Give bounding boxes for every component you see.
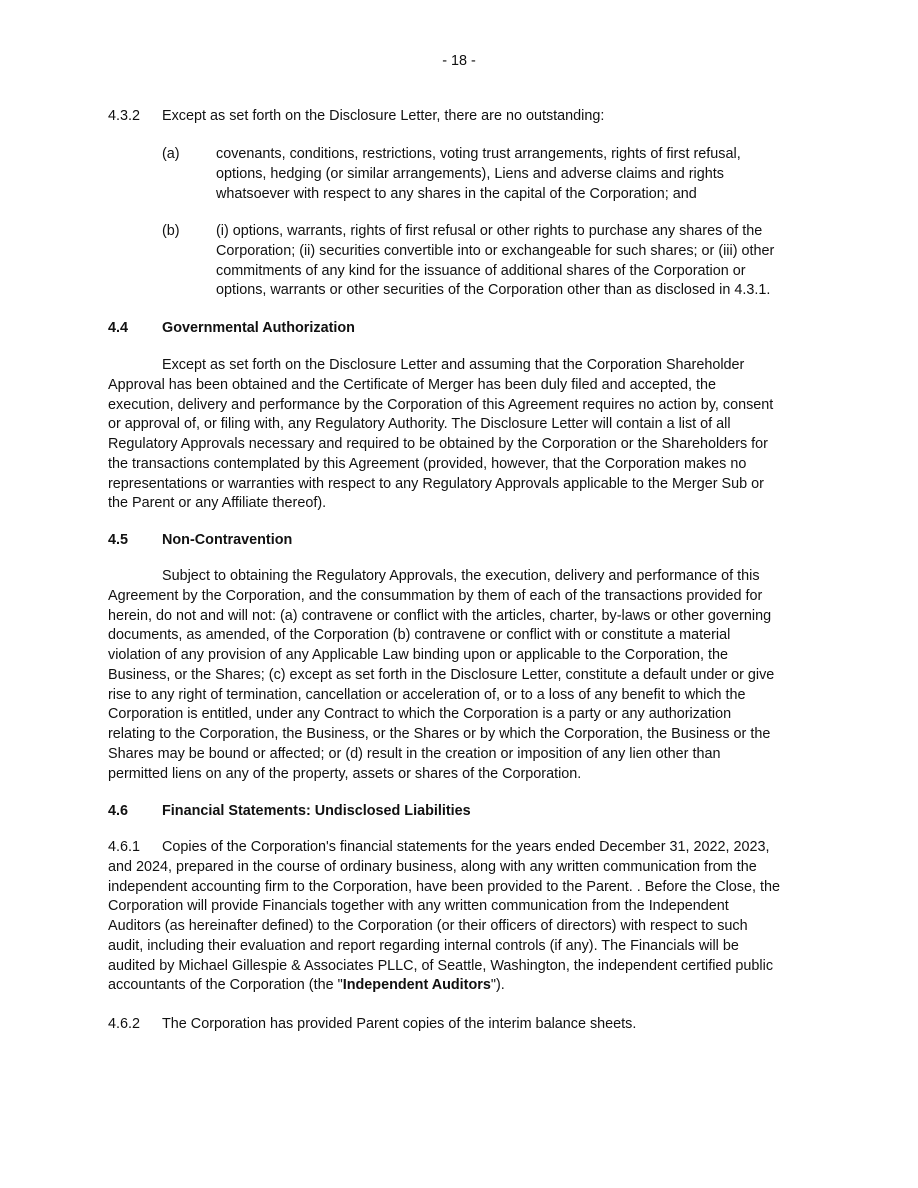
section-4-6-1-paragraph [108, 838, 780, 996]
text-line: Approval has been obtained and the Certificate of Merger has been duly filed and accepted, the [108, 376, 717, 393]
text-line: Corporation is entitled, under any Contract to which the Corporation is a party or any authorization [108, 706, 732, 723]
text-line: herein, do not and will not: (a) contravene or conflict with the articles, charter, by-laws or other governing [108, 607, 772, 624]
text-line: Shares may be bound or affected; or (d) result in the creation or imposition of any lien other than [108, 745, 721, 762]
item-b-text [216, 222, 774, 301]
text-line: Corporation; (ii) securities convertible into or exchangeable for such shares; or (iii) other [216, 242, 775, 259]
text-line: audited by Michael Gillespie & Associates PLLC, of Seattle, Washington, the independent certified public [108, 957, 774, 974]
last-line-text: accountants of the Corporation (the " [108, 977, 343, 994]
section-4-6-2-number: 4.6.2 [108, 1016, 141, 1032]
text-line: Subject to obtaining the Regulatory Approvals, the execution, delivery and performance of this [162, 568, 760, 584]
defined-term-independent-auditors: Independent Auditors [342, 977, 491, 994]
text-line: violation of any provision of any Applicable Law binding upon or applicable to the Corporation, the [108, 647, 729, 663]
section-4-5-number: 4.5 [108, 532, 129, 548]
text-line: relating to the Corporation, the Business, or the Shares or by which the Corporation, the Business or the [108, 726, 771, 742]
section-4-3-2-number: 4.3.2 [108, 108, 141, 124]
section-4-6-1-number: 4.6.1 [108, 839, 141, 855]
section-4-6-1-last-line [108, 976, 780, 996]
item-a-label: (a) [162, 146, 180, 162]
text-line: representations or warranties with respect to any Regulatory Approvals applicable to the Merger Sub or [108, 475, 764, 492]
text-line: permitted liens on any of the property, assets or shares of the Corporation. [108, 765, 582, 782]
section-4-4-title: Governmental Authorization [162, 320, 355, 336]
text-line: execution, delivery and performance by the Corporation of this Agreement requires no action by, consent [108, 396, 774, 413]
text-line: whatsoever with respect to any shares in the capital of the Corporation; and [216, 185, 697, 202]
page-number: - 18 - [442, 53, 476, 69]
text-line: or approval of, or filing with, any Regulatory Authority. The Disclosure Letter will contain a list of all [108, 416, 731, 433]
section-4-5-paragraph [108, 567, 774, 784]
section-4-5-title: Non-Contravention [162, 532, 293, 548]
text-line: Regulatory Approvals necessary and required to be obtained by the Corporation or the Shareholders for [108, 436, 768, 452]
text-line: documents, as amended, of the Corporation (b) contravene or conflict with or constitute a material [108, 627, 731, 644]
text-line: independent accounting firm to the Corporation, have been provided to the Parent. . Before the Close, the [108, 878, 780, 895]
text-line: Corporation will provide Financials together with any written communication from the Independent [108, 898, 729, 915]
text-line: Copies of the Corporation's financial statements for the years ended December 31, 2022, 2023, [162, 839, 770, 855]
section-4-4-number: 4.4 [108, 320, 129, 336]
item-a-text [216, 145, 741, 204]
section-4-4-paragraph [108, 356, 773, 514]
text-line: Business, or the Shares; (c) except as set forth in the Disclosure Letter, constitute a default under or give [108, 666, 775, 683]
section-4-6-title: Financial Statements: Undisclosed Liabilities [162, 803, 471, 819]
item-b-label: (b) [162, 223, 180, 239]
text-line: (i) options, warrants, rights of first refusal or other rights to purchase any shares of the [216, 223, 763, 239]
text-line: audit, including their evaluation and report regarding internal controls (if any). The Financials will be [108, 937, 739, 954]
text-line: Auditors (as hereinafter defined) to the Corporation (or their officers of directors) with respect to such [108, 918, 748, 934]
section-4-6-number: 4.6 [108, 803, 129, 819]
text-line: Agreement by the Corporation, and the consummation by them of each of the transactions provided for [108, 587, 763, 604]
text-line: commitments of any kind for the issuance of additional shares of the Corporation or [216, 262, 746, 279]
text-line: options, warrants or other securities of the Corporation other than as disclosed in 4.3.1. [216, 282, 771, 299]
last-line-end: "). [490, 977, 505, 994]
section-4-3-2-intro: Except as set forth on the Disclosure Letter, there are no outstanding: [162, 108, 605, 124]
text-line: covenants, conditions, restrictions, voting trust arrangements, rights of first refusal, [216, 146, 741, 162]
section-4-6-2-text: The Corporation has provided Parent copies of the interim balance sheets. [162, 1016, 637, 1032]
text-line: Except as set forth on the Disclosure Letter and assuming that the Corporation Shareholder [162, 357, 745, 373]
text-line: the Parent or any Affiliate thereof). [108, 495, 327, 512]
text-line: the transactions contemplated by this Agreement (provided, however, that the Corporation makes no [108, 455, 747, 472]
text-line: options, hedging (or similar arrangements), Liens and adverse claims and rights [216, 165, 724, 182]
text-line: rise to any right of termination, cancellation or acceleration of, or to a loss of any benefit to which the [108, 686, 746, 703]
text-line: and 2024, prepared in the course of ordinary business, along with any written communication from the [108, 858, 757, 875]
